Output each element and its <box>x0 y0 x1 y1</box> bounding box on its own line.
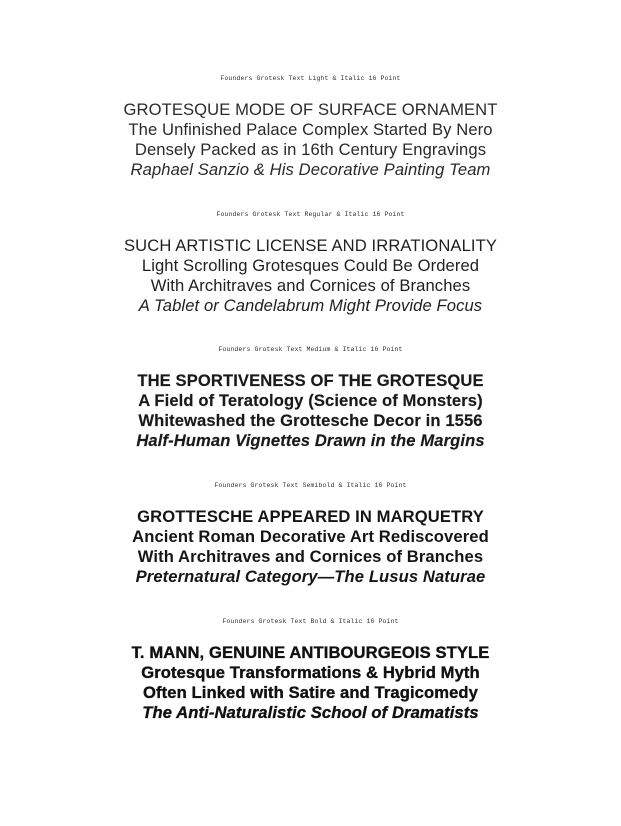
specimen-lines <box>0 643 621 723</box>
specimen-line-italic: Raphael Sanzio & His Decorative Painting Team <box>130 160 491 179</box>
specimen-line-caps: T. MANN, GENUINE ANTIBOURGEOIS STYLE <box>131 643 490 662</box>
specimen-lines <box>0 236 621 316</box>
specimen-line-italic: A Tablet or Candelabrum Might Provide Focus <box>138 296 483 315</box>
specimen-line: Grotesque Transformations & Hybrid Myth <box>141 663 480 682</box>
specimen-line-caps: GROTTESCHE APPEARED IN MARQUETRY <box>137 507 484 526</box>
specimen-light <box>0 75 621 180</box>
specimen-line-caps: SUCH ARTISTIC LICENSE AND IRRATIONALITY <box>123 236 498 255</box>
specimen-caption: Founders Grotesk Text Regular & Italic 16 Point <box>216 211 405 218</box>
specimen-line-caps: GROTESQUE MODE OF SURFACE ORNAMENT <box>123 100 498 119</box>
specimen-line-italic: The Anti-Naturalistic School of Dramatists <box>142 703 479 722</box>
specimen-caption: Founders Grotesk Text Light & Italic 16 Point <box>220 75 401 82</box>
specimen-line: Ancient Roman Decorative Art Rediscovered <box>132 527 489 546</box>
specimen-lines <box>0 100 621 180</box>
specimen-caption: Founders Grotesk Text Semibold & Italic 16 Point <box>214 482 407 489</box>
specimen-caption: Founders Grotesk Text Medium & Italic 16 Point <box>218 346 403 353</box>
specimen-lines <box>0 507 621 587</box>
specimen-line-caps: THE SPORTIVENESS OF THE GROTESQUE <box>137 371 484 390</box>
specimen-line: Often Linked with Satire and Tragicomedy <box>142 683 478 702</box>
specimen-line: A Field of Teratology (Science of Monsters) <box>138 391 483 410</box>
specimen-regular <box>0 211 621 316</box>
specimen-medium <box>0 346 621 451</box>
specimen-line: Light Scrolling Grotesques Could Be Ordered <box>141 256 480 275</box>
specimen-line: Whitewashed the Grottesche Decor in 1556 <box>138 411 483 430</box>
specimen-line: With Architraves and Cornices of Branches <box>137 547 484 566</box>
specimen-line: With Architraves and Cornices of Branches <box>150 276 471 295</box>
specimen-semibold <box>0 482 621 587</box>
specimen-caption: Founders Grotesk Text Bold & Italic 16 Point <box>222 618 399 625</box>
specimen-line: Densely Packed as in 16th Century Engravings <box>134 140 487 159</box>
specimen-line: The Unfinished Palace Complex Started By Nero <box>128 120 493 139</box>
specimen-line-italic: Half-Human Vignettes Drawn in the Margins <box>136 431 485 450</box>
specimen-lines <box>0 371 621 451</box>
specimen-bold <box>0 618 621 723</box>
specimen-line-italic: Preternatural Category—The Lusus Naturae <box>135 567 486 586</box>
